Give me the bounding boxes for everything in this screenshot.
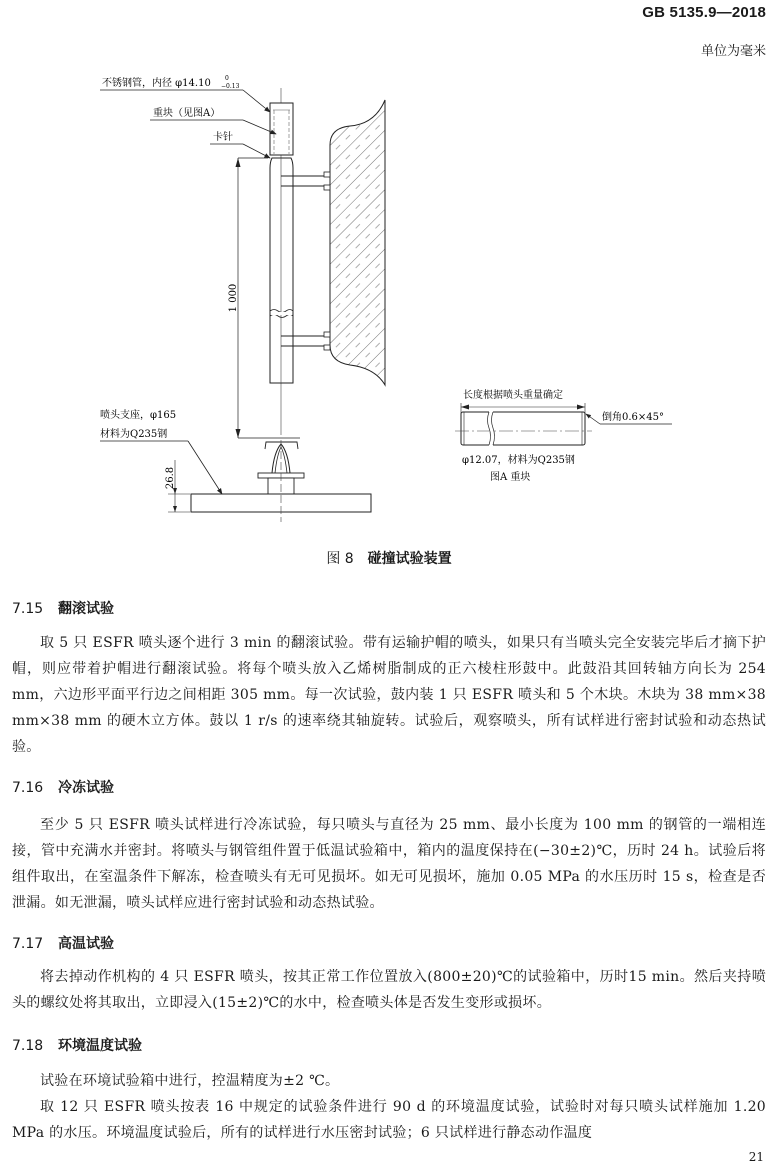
figure-impact-test-apparatus: [0, 60, 778, 530]
figure-number: 图 8: [326, 551, 354, 567]
section-7-18-paragraph-1: 试验在环境试验箱中进行，控温精度为±2 ℃。: [40, 1073, 340, 1089]
unit-note: 单位为毫米: [700, 44, 766, 59]
figure-caption: [0, 548, 778, 568]
svg-text:−0.13: −0.13: [221, 83, 240, 90]
label-pin: 卡针: [213, 132, 233, 143]
label-weight-spec: φ12.07，材料为Q235钢: [462, 455, 575, 466]
label-weight-length-note: 长度根据喷头重量确定: [463, 390, 563, 401]
wall-hatch: [330, 100, 385, 385]
label-base-height: 26.8: [165, 466, 176, 490]
section-7-16-paragraph: 至少 5 只 ESFR 喷头试样进行冷冻试验，每只喷头与直径为 25 mm、最小长度为 100 mm 的钢管的一端相连接，管中充满水并密封。将喷头与钢管组件置于低温试验箱中，箱内的温度保持在(−30±2)℃，历时 24 h。试验后将组件取出，在室温条件下解冻，检查喷头有无可见损坏。如无可见损坏，施加 0.05 MPa 的水压历时 15 s，检查是否泄漏。如无泄漏，喷头试样应进行密封试验和动态热试验。: [12, 817, 766, 911]
label-chamfer: 倒角0.6×45°: [602, 412, 665, 423]
technical-drawing: [0, 60, 778, 530]
sub-caption-figure-a: 图A 重块: [490, 472, 531, 483]
label-tube: 不锈钢管，内径 φ14.10: [102, 78, 211, 89]
section-7-15-paragraph: 取 5 只 ESFR 喷头逐个进行 3 min 的翻滚试验。带有运输护帽的喷头，如果只有当喷头完全安装完毕后才摘下护帽，则应带着护帽进行翻滚试验。将每个喷头放入乙烯树脂制成的正六棱柱形鼓中。此鼓沿其回转轴方向长为 254 mm，六边形平面平行边之间相距 305 mm。每一次试验，鼓内装 1 只 ESFR 喷头和 5 个木块。木块为 38 mm×38 mm×38 mm 的硬木立方体。鼓以 1 r/s 的速率绕其轴旋转。试验后，观察喷头，所有试样进行密封试验和动态热试验。: [12, 635, 766, 755]
standard-code: GB 5135.9—2018: [642, 4, 766, 21]
section-heading-7-18: 7.18 环境温度试验: [12, 1038, 142, 1054]
label-weight: 重块（见图A）: [153, 108, 221, 119]
section-heading-7-17: 7.17 高温试验: [12, 936, 114, 952]
section-heading-7-16: 7.16 冷冻试验: [12, 780, 114, 796]
label-length-dim: 1 000: [228, 283, 239, 313]
page-number: 21: [748, 1150, 764, 1164]
label-base-material: 材料为Q235钢: [100, 429, 168, 440]
section-7-17-paragraph: 将去掉动作机构的 4 只 ESFR 喷头，按其正常工作位置放入(800±20)℃的试验箱中，历时15 min。然后夹持喷头的螺纹处将其取出，立即浸入(15±2)℃的水中，检查喷头体是否发生变形或损坏。: [12, 969, 766, 1011]
svg-text:0: 0: [225, 75, 229, 82]
figure-title: 碰撞试验装置: [367, 551, 452, 567]
label-base: 喷头支座，φ165: [100, 410, 177, 421]
section-heading-7-15: 7.15 翻滚试验: [12, 601, 114, 617]
section-7-18-paragraph-2: 取 12 只 ESFR 喷头按表 16 中规定的试验条件进行 90 d 的环境温度试验，试验时对每只喷头试样施加 1.20 MPa 的水压。环境温度试验后，所有的试样进行水压密封试验；6 只试样进行静态动作温度: [12, 1099, 766, 1141]
